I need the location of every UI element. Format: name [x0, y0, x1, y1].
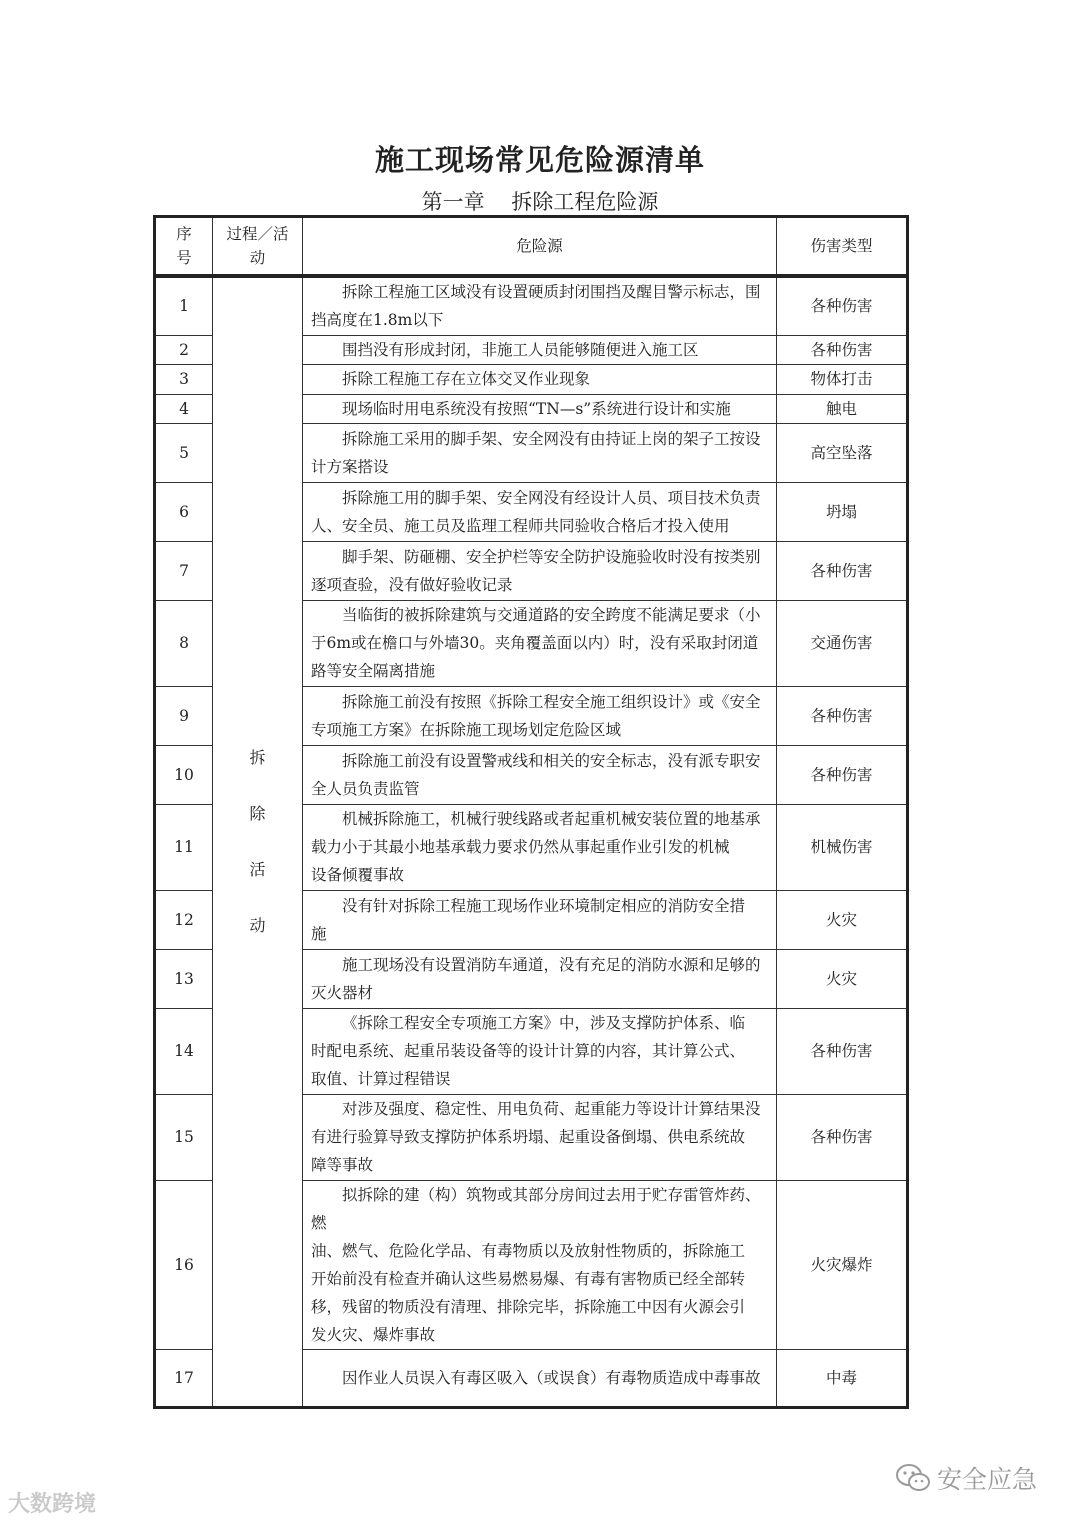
hazard-description: [303, 394, 777, 423]
hazard-description: [303, 686, 777, 745]
hazard-line: 对涉及强度、稳定性、用电负荷、起重能力等设计计算结果没: [342, 1100, 761, 1118]
hazard-description: [303, 890, 777, 949]
table-header-row: [155, 217, 908, 277]
hazard-description: [303, 804, 777, 890]
hazard-line: 载力小于其最小地基承载力要求仍然从事起重作业引发的机械: [311, 838, 730, 856]
hazard-line: 取值、计算过程错误: [311, 1070, 451, 1088]
header-no-line: 序: [176, 225, 192, 243]
hazard-line: 拆除工程施工区域没有设置硬质封闭围挡及醒目警示标志，围: [342, 283, 761, 302]
hazard-description: [303, 949, 777, 1008]
hazard-line: 施: [311, 924, 327, 943]
hazard-description: [303, 745, 777, 804]
injury-type: 各种伤害: [777, 686, 908, 745]
row-number: 6: [155, 482, 213, 541]
hazard-line: 移，残留的物质没有清理、排除完毕，拆除施工中因有火源会引: [311, 1297, 746, 1316]
hazard-line: 现场临时用电系统没有按照“TN—s”系统进行设计和实施: [342, 399, 731, 418]
injury-type: 触电: [777, 394, 908, 423]
hazard-description: [303, 276, 777, 335]
hazard-description: [303, 482, 777, 541]
hazard-description: [303, 423, 777, 482]
hazard-line: 灭火器材: [311, 983, 374, 1002]
injury-type: 各种伤害: [777, 1008, 908, 1094]
process-cell: [213, 276, 303, 1407]
header-injury: 伤害类型: [777, 217, 908, 277]
row-number: 13: [155, 949, 213, 1008]
row-number: 14: [155, 1008, 213, 1094]
hazard-table: [153, 215, 909, 1409]
row-number: 8: [155, 600, 213, 686]
injury-type: 火灾: [777, 890, 908, 949]
row-number: 9: [155, 686, 213, 745]
hazard-line: 有进行验算导致支撑防护体系坍塌、起重设备倒塌、供电系统故: [311, 1128, 746, 1146]
hazard-line: 于6m或在檐口与外墙30。夹角覆盖面以内）时，没有采取封闭道: [311, 634, 759, 652]
hazard-line: 机械拆除施工，机械行驶线路或者起重机械安装位置的地基承: [342, 810, 761, 828]
injury-type: 坍塌: [777, 482, 908, 541]
hazard-line: 因作业人员误入有毒区吸入（或误食）有毒物质造成中毒事故: [342, 1368, 761, 1387]
hazard-line: 全人员负责监管: [311, 779, 420, 798]
row-number: 4: [155, 394, 213, 423]
hazard-line: 拆除施工前没有设置警戒线和相关的安全标志，没有派专职安: [342, 751, 761, 770]
hazard-line: 逐项查验，没有做好验收记录: [311, 575, 513, 594]
hazard-description: [303, 600, 777, 686]
hazard-line: 没有针对拆除工程施工现场作业环境制定相应的消防安全措: [342, 896, 746, 915]
injury-type: 各种伤害: [777, 335, 908, 364]
injury-type: 机械伤害: [777, 804, 908, 890]
injury-type: 火灾: [777, 949, 908, 1008]
hazard-line: 时配电系统、起重吊装设备等的设计计算的内容，其计算公式、: [311, 1042, 746, 1060]
process-label-char: 拆: [249, 747, 266, 767]
injury-type: 物体打击: [777, 364, 908, 394]
hazard-line: 围挡没有形成封闭，非施工人员能够随便进入施工区: [342, 340, 699, 359]
header-hazard: 危险源: [303, 217, 777, 277]
document-title: 施工现场常见危险源清单: [374, 143, 705, 177]
injury-type: 各种伤害: [777, 1094, 908, 1180]
hazard-description: [303, 1180, 777, 1349]
row-number: 2: [155, 335, 213, 364]
hazard-description: [303, 1349, 777, 1407]
hazard-line: 油、燃气、危险化学品、有毒物质以及放射性物质的，拆除施工: [311, 1241, 746, 1260]
hazard-description: [303, 335, 777, 364]
row-number: 17: [155, 1349, 213, 1407]
row-number: 5: [155, 423, 213, 482]
hazard-line: 拆除工程施工存在立体交叉作业现象: [342, 370, 591, 388]
injury-type: 各种伤害: [777, 276, 908, 335]
injury-type: 高空坠落: [777, 423, 908, 482]
hazard-line: 拟拆除的建（构）筑物或其部分房间过去用于贮存雷管炸药、燃: [311, 1185, 761, 1232]
row-number: 16: [155, 1180, 213, 1349]
table-row: [155, 276, 908, 335]
hazard-line: 专项施工方案》在拆除施工现场划定危险区域: [311, 720, 622, 739]
hazard-description: [303, 1008, 777, 1094]
hazard-line: 计方案搭设: [311, 457, 389, 476]
row-number: 10: [155, 745, 213, 804]
hazard-description: [303, 364, 777, 394]
watermark-right-text: 安全应急: [937, 1465, 1038, 1494]
header-process: [213, 217, 303, 277]
hazard-line: 脚手架、防砸棚、安全护栏等安全防护设施验收时没有按类别: [342, 547, 761, 566]
process-label-char: 动: [249, 915, 266, 935]
header-no: [155, 217, 213, 277]
hazard-line: 当临街的被拆除建筑与交通道路的安全跨度不能满足要求（小: [342, 606, 761, 624]
row-number: 15: [155, 1094, 213, 1180]
row-number: 3: [155, 364, 213, 394]
hazard-line: 施工现场没有设置消防车通道，没有充足的消防水源和足够的: [342, 955, 761, 974]
row-number: 11: [155, 804, 213, 890]
hazard-line: 拆除施工前没有按照《拆除工程安全施工组织设计》或《安全: [342, 692, 761, 711]
watermark-right: [895, 1460, 1037, 1496]
hazard-line: 发火灾、爆炸事故: [311, 1325, 436, 1344]
header-no-line: 号: [176, 249, 192, 267]
injury-type: 各种伤害: [777, 745, 908, 804]
row-number: 7: [155, 541, 213, 600]
injury-type: 各种伤害: [777, 541, 908, 600]
header-process-line: 过程／活: [226, 225, 289, 243]
watermark-left: 大数跨境: [8, 1492, 97, 1517]
row-number: 12: [155, 890, 213, 949]
hazard-line: 挡高度在1.8m以下: [311, 311, 444, 330]
hazard-line: 路等安全隔离措施: [311, 662, 436, 680]
injury-type: 交通伤害: [777, 600, 908, 686]
hazard-line: 人、安全员、施工员及监理工程师共同验收合格后才投入使用: [311, 516, 730, 535]
header-process-line: 动: [249, 249, 266, 267]
wechat-icon: [895, 1463, 931, 1493]
hazard-line: 《拆除工程安全专项施工方案》中，涉及支撑防护体系、临: [342, 1014, 746, 1032]
injury-type: 火灾爆炸: [777, 1180, 908, 1349]
injury-type: 中毒: [777, 1349, 908, 1407]
hazard-line: 设备倾覆事故: [311, 866, 405, 884]
row-number: 1: [155, 276, 213, 335]
hazard-line: 拆除施工用的脚手架、安全网没有经设计人员、项目技术负责: [342, 488, 761, 507]
process-label-char: 活: [249, 859, 266, 879]
hazard-line: 开始前没有检查并确认这些易燃易爆、有毒有害物质已经全部转: [311, 1269, 746, 1288]
process-label-char: 除: [249, 803, 266, 823]
hazard-line: 拆除施工采用的脚手架、安全网没有由持证上岗的架子工按设: [342, 429, 761, 448]
hazard-description: [303, 541, 777, 600]
hazard-line: 障等事故: [311, 1156, 374, 1174]
hazard-description: [303, 1094, 777, 1180]
chapter-heading: 第一章 拆除工程危险源: [421, 190, 659, 214]
